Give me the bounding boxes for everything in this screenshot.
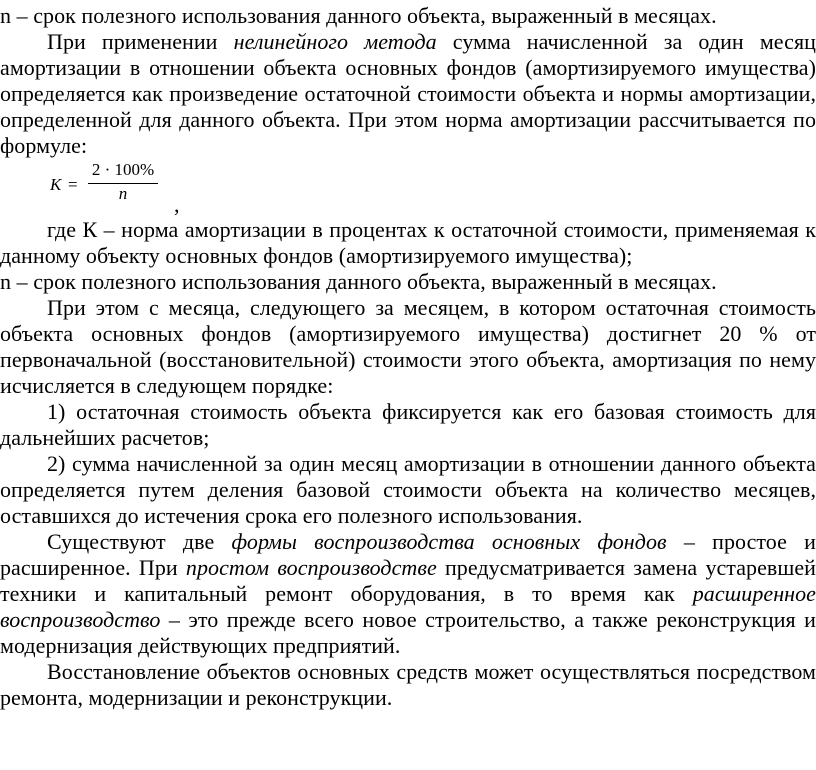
emphasis-simple-reproduction: простом воспроизводстве <box>185 555 437 580</box>
text-run: При применении <box>47 29 234 54</box>
paragraph-step-2: 2) сумма начисленной за один месяц амортизации в отношении данного объекта определяется путем деления базовой стоимости объекта на количество месяцев, оставшихся до истечения срока его полезного использования. <box>0 451 816 528</box>
paragraph-n-definition: n – срок полезного использования данного объекта, выраженный в месяцах. <box>0 269 717 294</box>
paragraph-term-n: n – срок полезного использования данного объекта, выраженный в месяцах. <box>0 3 717 28</box>
formula-lhs: K <box>50 175 62 194</box>
text-run: предусматривается замена устаревшей техники и капитальный ремонт оборудования, в то время как <box>0 555 816 606</box>
paragraph-restoration: Восстановление объектов основных средств может осуществляться посредством ремонта, модернизации и реконструкции. <box>0 659 816 710</box>
depreciation-formula <box>0 159 816 217</box>
emphasis-extended-reproduction: расширенное воспроизводство <box>0 581 816 632</box>
text-run: – простое и расширенное. При <box>0 529 816 580</box>
text-run: сумма начисленной за один месяц амортизации в отношении объекта основных фондов (амортизируемого имущества) определяется как произведение остаточной стоимости объекта и нормы амортизации, определенной для данного объекта. При этом норма амортизации рассчитывается по формуле: <box>0 29 816 158</box>
paragraph-residual-value-rule: При этом с месяца, следующего за месяцем, в котором остаточная стоимость объекта основных фондов (амортизируемого имущества) достигнет 20 % от первоначальной (восстановительной) стоимости этого объекта, амортизация по нему исчисляется в следующем порядке: <box>0 295 816 398</box>
paragraph-k-definition: где К – норма амортизации в процентах к остаточной стоимости, применяемая к данному объекту основных фондов (амортизируемого имущества); <box>0 217 816 268</box>
text-run: Существуют две <box>47 529 232 554</box>
emphasis-reproduction-forms: формы воспроизводства основных фондов <box>231 529 667 554</box>
paragraph-nonlinear-method <box>0 29 816 159</box>
text-run: – это прежде всего новое строительство, а также реконструкция и модернизация действующих предприятий. <box>0 607 816 658</box>
paragraph-reproduction-forms <box>0 529 816 659</box>
formula-comma: , <box>174 192 180 217</box>
emphasis-nonlinear-method: нелинейного метода <box>233 29 437 54</box>
paragraph-step-1: 1) остаточная стоимость объекта фиксируется как его базовая стоимость для дальнейших расчетов; <box>0 399 816 450</box>
formula-equals: = <box>68 175 78 194</box>
formula-denominator: n <box>118 184 128 203</box>
formula-numerator: 2 · 100% <box>91 160 155 179</box>
